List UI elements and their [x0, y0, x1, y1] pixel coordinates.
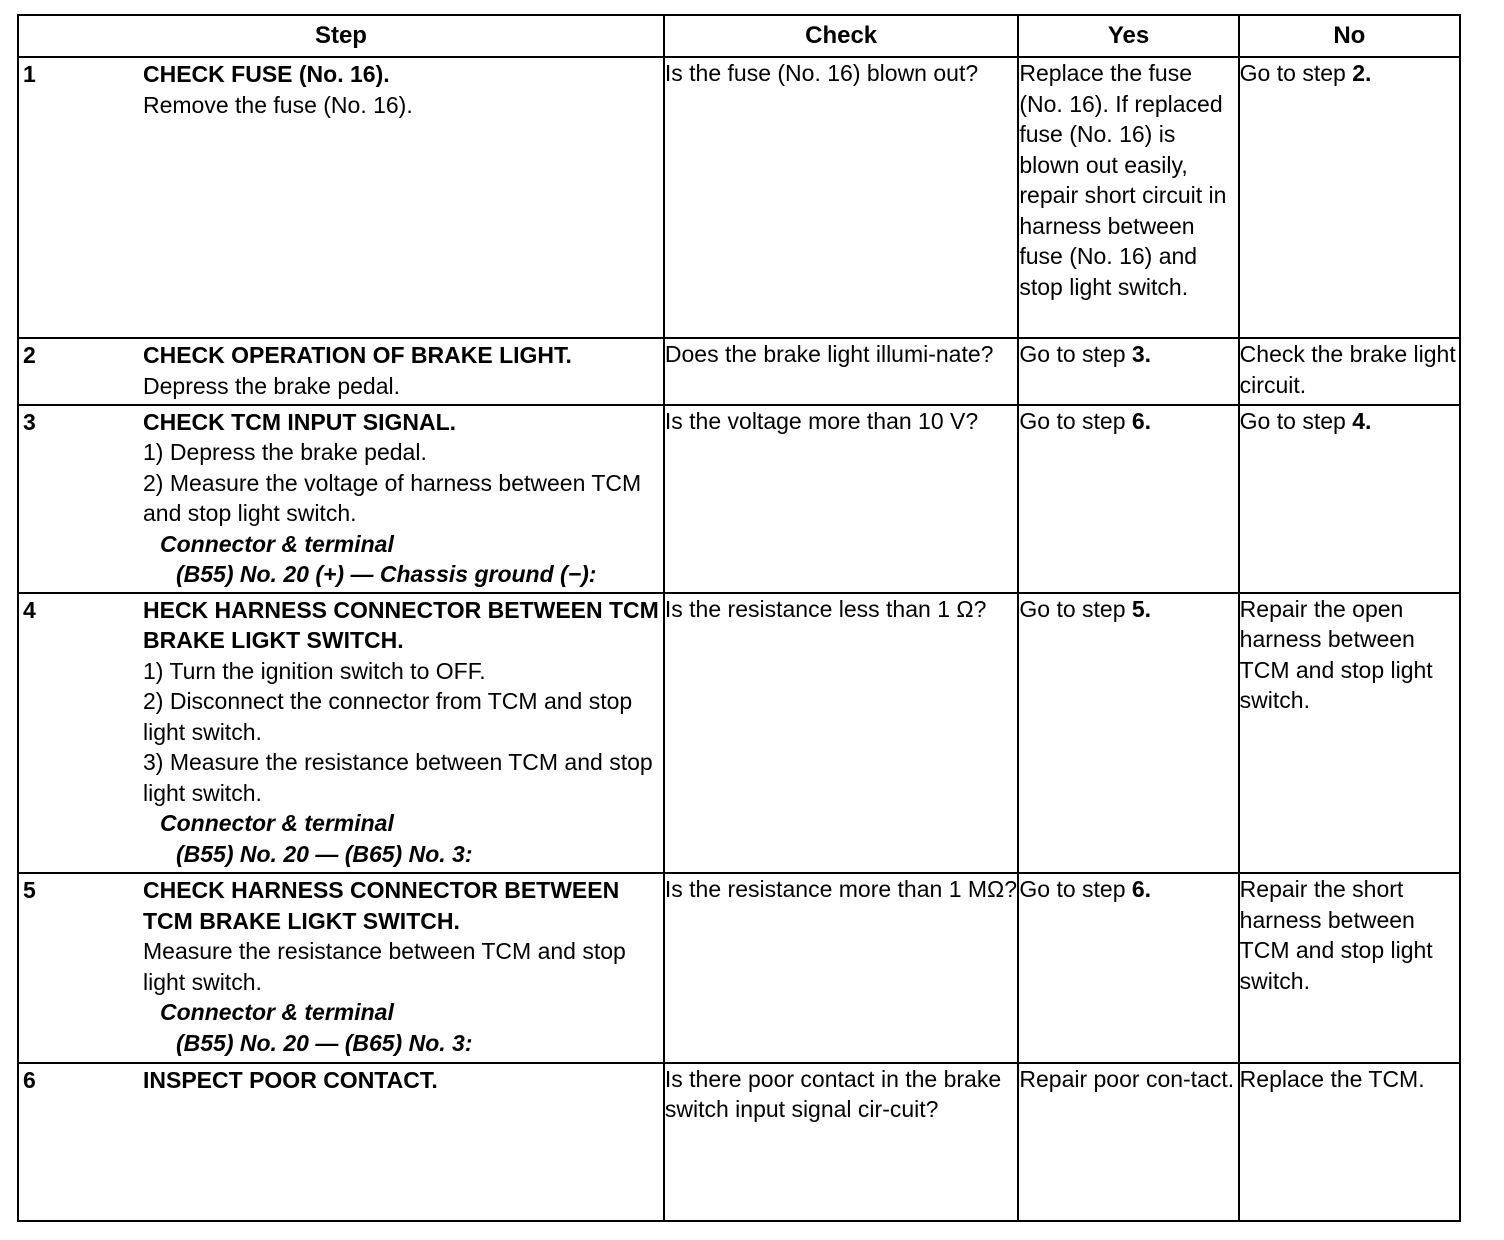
step-cell [18, 873, 664, 1062]
check-cell: Is the resistance less than 1 Ω? [664, 593, 1018, 873]
step-title: INSPECT POOR CONTACT. [143, 1066, 438, 1093]
connector-value: (B55) No. 20 — (B65) No. 3: [176, 1029, 473, 1056]
connector-label: Connector & terminal [160, 999, 394, 1026]
step-instruction: Measure the resistance between TCM and stop light switch. [143, 938, 626, 995]
header-check: Check [664, 15, 1018, 57]
step-instruction: Remove the fuse (No. 16). [143, 91, 413, 118]
yes-step-ref: 5. [1131, 595, 1152, 622]
connector-value: (B55) No. 20 (+) — Chassis ground (−): [176, 561, 597, 588]
no-step-ref: 2. [1352, 60, 1372, 86]
yes-text: Go to step [1019, 407, 1132, 434]
table-row [18, 57, 1460, 338]
yes-step-ref: 3. [1131, 341, 1152, 368]
step-title: CHECK FUSE (No. 16). [143, 61, 390, 87]
step-number: 2 [23, 342, 36, 369]
yes-cell [1018, 338, 1238, 404]
check-cell: Does the brake light illumi-nate? [664, 338, 1018, 404]
step-cell [18, 593, 664, 873]
no-cell: Replace the TCM. [1239, 1063, 1460, 1221]
step-number: 5 [23, 877, 36, 904]
header-row [18, 15, 1460, 57]
table-row [18, 873, 1460, 1062]
no-step-ref: 4. [1352, 407, 1372, 434]
table-row [18, 1063, 1460, 1221]
table-row [18, 405, 1460, 593]
diagnostic-table [17, 14, 1461, 1222]
connector-label: Connector & terminal [160, 810, 394, 837]
no-cell: Check the brake light circuit. [1239, 338, 1460, 404]
step-instruction: 1) Depress the brake pedal. [143, 439, 427, 466]
yes-cell: Repair poor con-tact. [1018, 1063, 1238, 1221]
step-cell [18, 1063, 664, 1221]
yes-cell [1018, 593, 1238, 873]
step-cell [18, 338, 664, 404]
step-instruction: 2) Disconnect the connector from TCM and stop light switch. [143, 688, 633, 745]
header-no: No [1239, 15, 1460, 57]
connector-label: Connector & terminal [160, 530, 394, 557]
header-step: Step [18, 15, 664, 57]
step-number: 3 [23, 408, 36, 435]
no-cell: Repair the open harness between TCM and stop light switch. [1239, 593, 1460, 873]
no-cell [1239, 405, 1460, 593]
step-number: 4 [23, 596, 36, 623]
connector-value: (B55) No. 20 — (B65) No. 3: [176, 840, 473, 867]
table-row [18, 593, 1460, 873]
yes-step-ref: 6. [1131, 407, 1152, 434]
yes-text: Go to step [1019, 876, 1132, 903]
step-cell [18, 57, 664, 338]
yes-text: Go to step [1019, 595, 1132, 622]
check-cell: Is the voltage more than 10 V? [664, 405, 1018, 593]
no-cell [1239, 57, 1460, 338]
step-title: CHECK TCM INPUT SIGNAL. [143, 408, 457, 435]
step-instruction: 1) Turn the ignition switch to OFF. [143, 657, 486, 684]
table-row [18, 338, 1460, 404]
no-text: Go to step [1239, 407, 1353, 434]
yes-text: Go to step [1019, 341, 1132, 368]
no-cell: Repair the short harness between TCM and stop light switch. [1239, 873, 1460, 1062]
check-cell: Is the resistance more than 1 MΩ? [664, 873, 1018, 1062]
step-number: 1 [23, 61, 36, 87]
step-instruction: 3) Measure the resistance between TCM and stop light switch. [143, 749, 653, 806]
check-cell: Is there poor contact in the brake switch input signal cir-cuit? [664, 1063, 1018, 1221]
step-title: CHECK HARNESS CONNECTOR BETWEEN TCM BRAKE LIGKT SWITCH. [143, 877, 620, 934]
header-yes: Yes [1018, 15, 1238, 57]
step-instruction: 2) Measure the voltage of harness between TCM and stop light switch. [143, 469, 642, 527]
step-number: 6 [23, 1066, 36, 1093]
step-title: CHECK OPERATION OF BRAKE LIGHT. [143, 342, 572, 369]
no-text: Go to step [1239, 60, 1353, 86]
step-cell [18, 405, 664, 593]
step-instruction: Depress the brake pedal. [143, 372, 400, 399]
yes-cell: Replace the fuse (No. 16). If replaced fuse (No. 16) is blown out easily, repair short circuit in harness between fuse (No. 16) and stop light switch. [1018, 57, 1238, 338]
check-cell: Is the fuse (No. 16) blown out? [664, 57, 1018, 338]
yes-cell [1018, 873, 1238, 1062]
step-title: HECK HARNESS CONNECTOR BETWEEN TCM BRAKE LIGKT SWITCH. [143, 596, 659, 654]
yes-cell [1018, 405, 1238, 593]
yes-step-ref: 6. [1131, 876, 1152, 903]
